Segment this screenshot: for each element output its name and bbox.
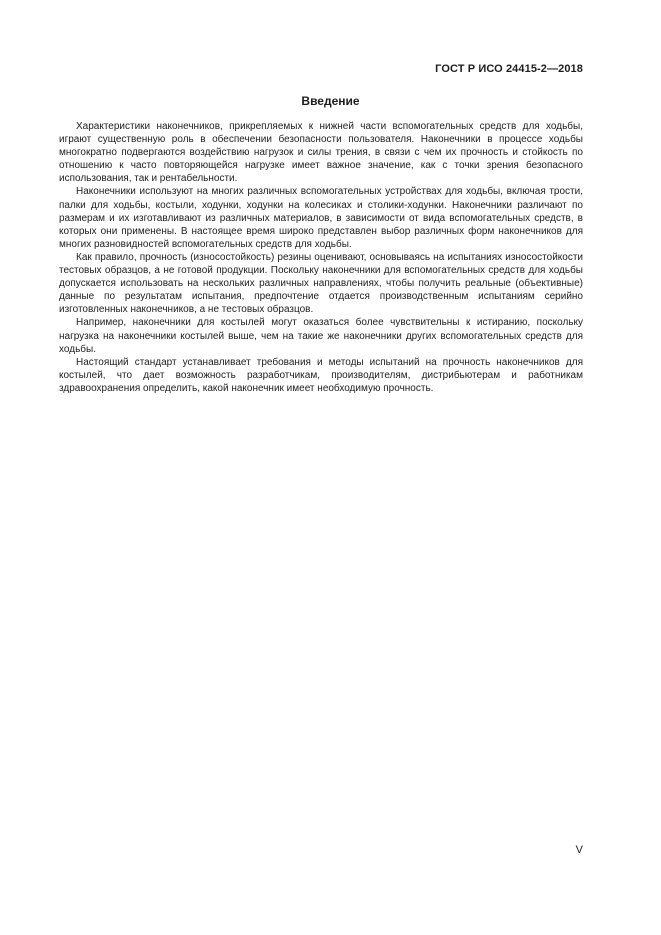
body-text xyxy=(59,120,583,395)
paragraph: Наконечники используют на многих различных вспомогательных устройствах для ходьбы, включая трости, палки для ходьбы, костыли, ходунки, ходунки на колесиках и столики-ходунки. Наконечники различают по размерам и их изготавливают из различных материалов, в зависимости от вида вспомогательных средств, в которых они применены. В настоящее время широко представлен выбор различных форм наконечников для многих разновидностей вспомогательных средств для ходьбы. xyxy=(59,186,583,250)
document-code-header: ГОСТ Р ИСО 24415-2—2018 xyxy=(435,63,583,75)
paragraph: Характеристики наконечников, прикрепляемых к нижней части вспомогательных средств для ходьбы, играют существенную роль в обеспечении безопасности пользователя. Наконечники в процессе ходьбы многократно подвергаются воздействию нагрузок и силы трения, в связи с чем их прочность и стойкость по отношению к часто повторяющейся нагрузке имеет важное значение, как с точки зрения безопасного использования, так и рентабельности. xyxy=(59,121,583,185)
paragraph: Как правило, прочность (износостойкость) резины оценивают, основываясь на испытаниях износостойкости тестовых образцов, а не готовой продукции. Поскольку наконечники для вспомогательных средств для ходьбы допускается использовать на нескольких различных направлениях, чтобы получить реальные (объективные) данные по результатам испытания, предпочтение отдается производственным испытаниям серийно изготовленных наконечников, а не тестовых образцов. xyxy=(59,251,583,316)
paragraph: Настоящий стандарт устанавливает требования и методы испытаний на прочность наконечников для костылей, что дает возможность разработчикам, производителям, дистрибьютерам и работникам здравоохранения определить, какой наконечник имеет необходимую прочность. xyxy=(59,356,583,394)
section-title: Введение xyxy=(301,94,360,108)
page-number: V xyxy=(575,844,583,856)
paragraph: Например, наконечники для костылей могут оказаться более чувствительны к истиранию, поскольку нагрузка на наконечники костылей выше, чем на такие же наконечники других вспомогательных средств для ходьбы. xyxy=(59,317,583,355)
